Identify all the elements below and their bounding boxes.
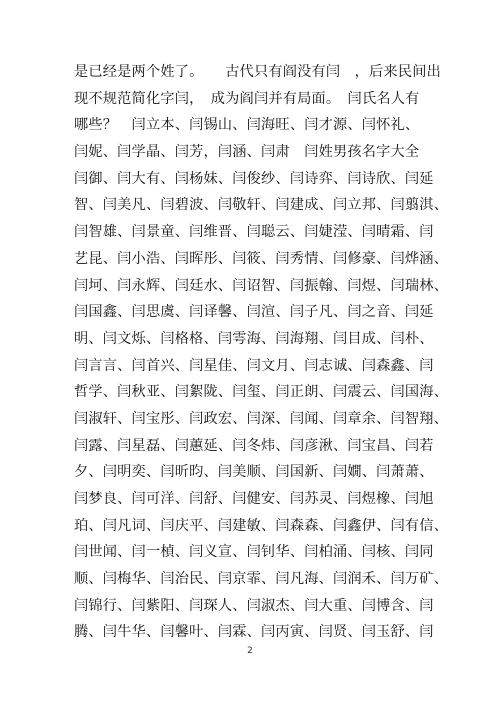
page-number: 2 <box>247 646 253 656</box>
text-line: 闫妮、闫学晶、闫芳，闫涵、闫肃 闫姓男孩名字大全 <box>74 144 420 161</box>
text-line: 智、闫美凡、闫碧波、闫敬轩、闫建成、闫立邦、闫翦淇、 <box>74 197 449 214</box>
text-line: 珀、闫凡词、闫庆平、闫建敏、闫森森、闫鑫伊、闫有信、 <box>74 517 449 534</box>
text-line: 闫梦良、闫可洋、闫舒、闫健安、闫苏灵、闫煜橡、闫旭 <box>74 491 434 507</box>
text-line: 闫淑轩、闫宝彤、闫政宏、闫深、闫闻、闫章余、闫智翔、 <box>74 410 449 427</box>
text-line: 夕、闫明奕、闫昕昀、闫美顺、闫国新、闫嫺、闫萧萧、 <box>74 464 434 481</box>
text-line: 闫锦行、闫紫阳、闫琛人、闫淑杰、闫大重、闫博含、闫 <box>74 597 434 614</box>
text-line: 闫世闻、闫一楨、闫义宣、闫钊华、闫柏涌、闫核、闫同 <box>74 544 434 561</box>
text-line: 闫露、闫星磊、闫蕙延、闫冬炜、闫彦湫、闫宝昌、闫若 <box>74 437 434 454</box>
text-line: 闫言言、闫首兴、闫星佳、闫文月、闫志诚、闫森鑫、闫 <box>74 357 434 374</box>
text-line: 闫国鑫、闫思虞、闫译馨、闫渲、闫子凡、闫之音、闫延 <box>74 304 434 321</box>
text-line: 闫坷、闫永辉、闫廷水、闫诏智、闫振翰、闫煜、闫瑞林、 <box>74 277 449 294</box>
text-line: 哲学、闫秋亚、闫絮陇、闫玺、闫正朗、闫震云、闫国海、 <box>74 384 449 401</box>
text-line: 明、闫文烁、闫格格、闫雩海、闫海翔、闫目成、闫朴、 <box>74 330 434 347</box>
body-text <box>74 59 449 646</box>
text-line: 闫御、闫大有、闫杨妹、闫俊纱、闫诗弈、闫诗欣、闫延 <box>74 170 434 187</box>
text-line: 哪些？ 闫立本、闫锡山、闫海旺、闫才源、闫怀礼、 <box>74 117 420 134</box>
text-line: 艺昆、闫小浩、闫晖彤、闫筱、闫秀情、闫修豪、闫烨涵、 <box>74 250 449 267</box>
text-line: 现不规范简化字闫， 成为阎闫并有局面。 闫氏名人有 <box>74 90 420 107</box>
text-line: 闫智雄、闫景童、闫维晋、闫聪云、闫婕滢、闫晴霜、闫 <box>74 224 434 241</box>
text-line: 顺、闫梅华、闫治民、闫京霏、闫凡海、闫润禾、闫万矿、 <box>74 571 449 588</box>
text-line: 是已经是两个姓了。 古代只有阎没有闫 ，后来民间出 <box>74 64 441 80</box>
text-line: 腾、闫牛华、闫馨叶、闫霖、闫丙寅、闫贤、闫玉舒、闫 <box>74 624 434 641</box>
